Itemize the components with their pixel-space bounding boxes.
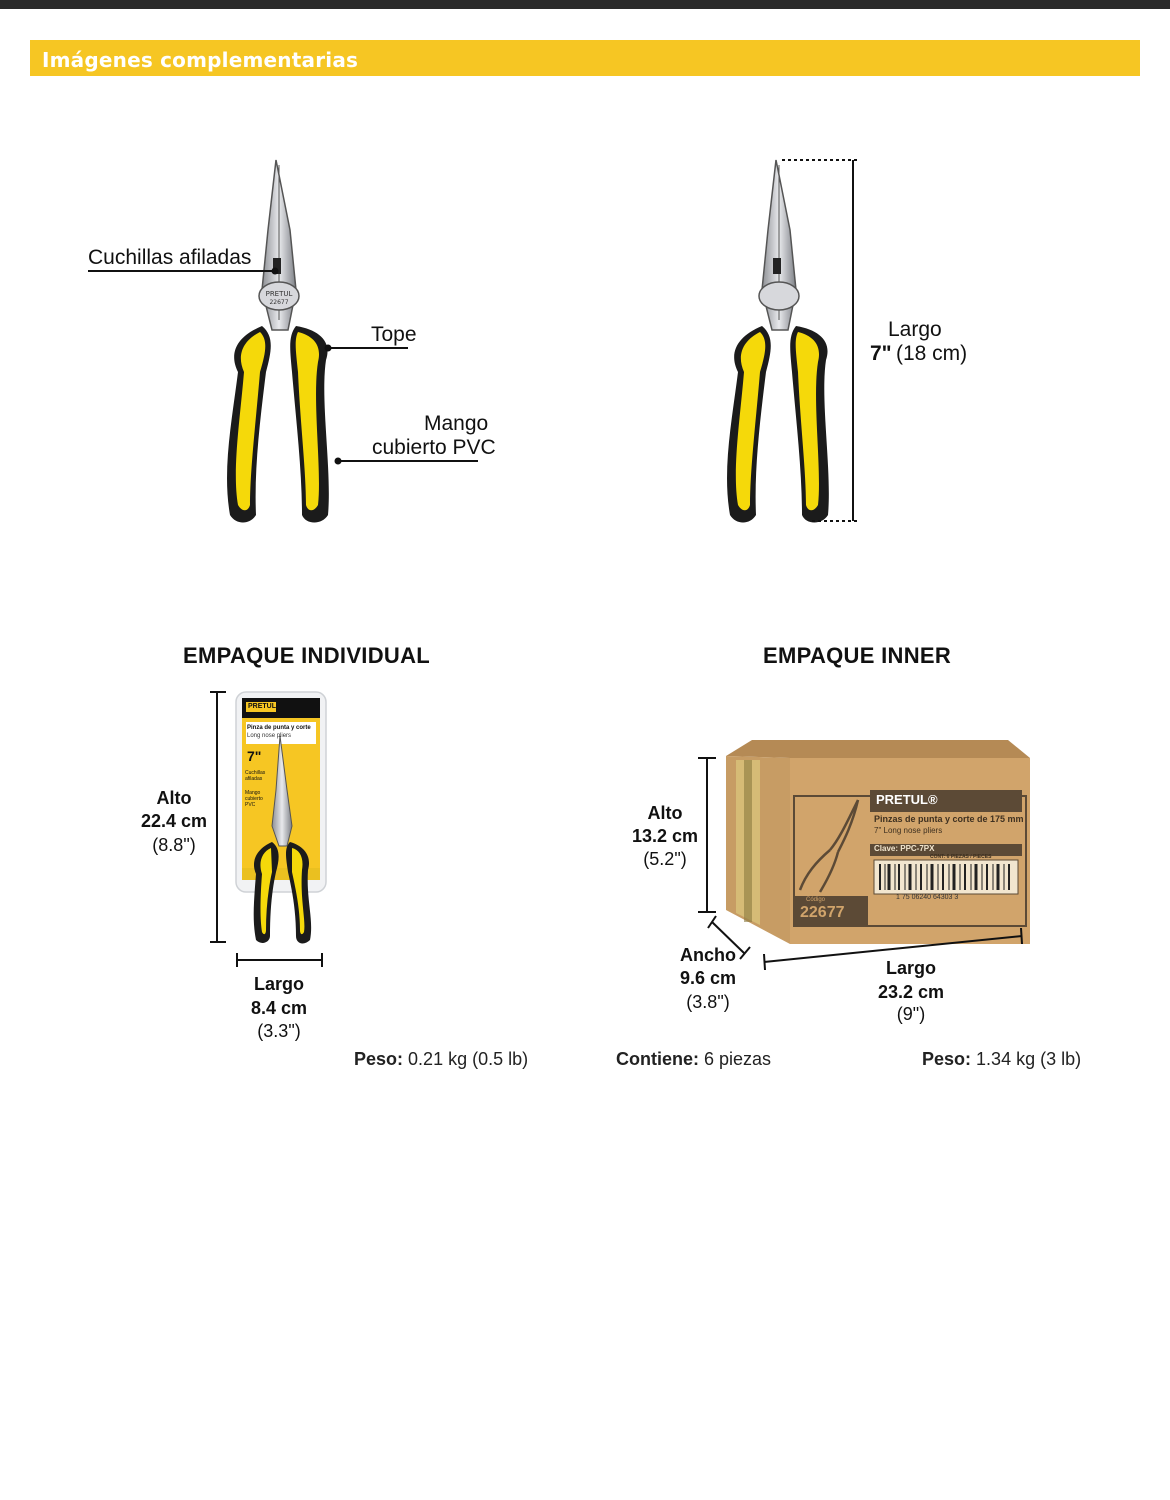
- box-cont: CONT: 6 PIEZAS / PIECES: [930, 854, 992, 860]
- inner-height-value: 13.2 cm: [631, 826, 699, 846]
- box-desc-es: Pinzas de punta y corte de 175 mm: [874, 814, 1024, 824]
- blister-feature1: Cuchillas afiladas: [245, 770, 266, 782]
- plier-brand-mark: PRETUL: [265, 290, 293, 298]
- box-barcode-number: 1 75 06240 64303 3: [896, 894, 959, 901]
- callout-blades: Cuchillas afiladas: [88, 246, 252, 269]
- inner-contains-label: Contiene:: [616, 1049, 699, 1069]
- box-brand: PRETUL®: [876, 792, 938, 807]
- inner-length-value: 23.2 cm: [877, 982, 945, 1002]
- plier-code-mark: 22677: [269, 299, 289, 306]
- tool-length-inch: 7": [870, 342, 892, 365]
- blister-size: 7": [247, 748, 262, 764]
- tool-length-cm: (18 cm): [896, 342, 968, 365]
- inner-contains: [616, 1049, 771, 1070]
- individual-length-label: Largo: [253, 974, 304, 994]
- inner-weight: [922, 1049, 1081, 1070]
- box-codigo-label: Código: [806, 897, 826, 903]
- box-codigo: 22677: [800, 904, 845, 921]
- inner-contains-value: 6 piezas: [704, 1049, 772, 1069]
- inner-weight-label: Peso:: [922, 1049, 972, 1069]
- individual-weight-label: Peso:: [354, 1049, 404, 1069]
- inner-width-inch: (3.8"): [686, 992, 730, 1012]
- blister-feature2: Mango cubierto PVC: [245, 790, 263, 808]
- individual-height-label: Alto: [156, 788, 192, 808]
- box-clave: Clave: PPC-7PX: [874, 844, 935, 853]
- inner-weight-value: 1.34 kg (3 lb): [976, 1049, 1082, 1069]
- callout-stop: Tope: [371, 323, 417, 346]
- individual-weight-value: 0.21 kg (0.5 lb): [408, 1049, 529, 1069]
- inner-width-label: Ancho: [680, 945, 736, 965]
- blister-subtitle: Long nose pliers: [247, 733, 292, 739]
- inner-height-inch: (5.2"): [643, 849, 687, 869]
- blister-brand: PRETUL: [248, 703, 276, 710]
- inner-width-value: 9.6 cm: [679, 968, 737, 988]
- blister-title: Pinza de punta y corte: [247, 725, 311, 731]
- individual-heading: EMPAQUE INDIVIDUAL: [183, 643, 431, 668]
- inner-heading: EMPAQUE INNER: [763, 643, 952, 668]
- individual-length-value: 8.4 cm: [250, 998, 308, 1018]
- box-desc-en: 7" Long nose pliers: [874, 826, 943, 835]
- individual-length-inch: (3.3"): [257, 1021, 301, 1041]
- section-title: Imágenes complementarias: [42, 48, 359, 72]
- individual-height-inch: (8.8"): [152, 835, 196, 855]
- inner-length-label: Largo: [885, 958, 936, 978]
- inner-length-inch: (9"): [896, 1004, 926, 1024]
- individual-height-value: 22.4 cm: [140, 811, 208, 831]
- inner-height-label: Alto: [647, 803, 683, 823]
- tool-length-label: Largo: [888, 318, 942, 341]
- callout-handle-line1: Mango: [424, 412, 489, 435]
- callout-handle-line2: cubierto PVC: [372, 436, 496, 459]
